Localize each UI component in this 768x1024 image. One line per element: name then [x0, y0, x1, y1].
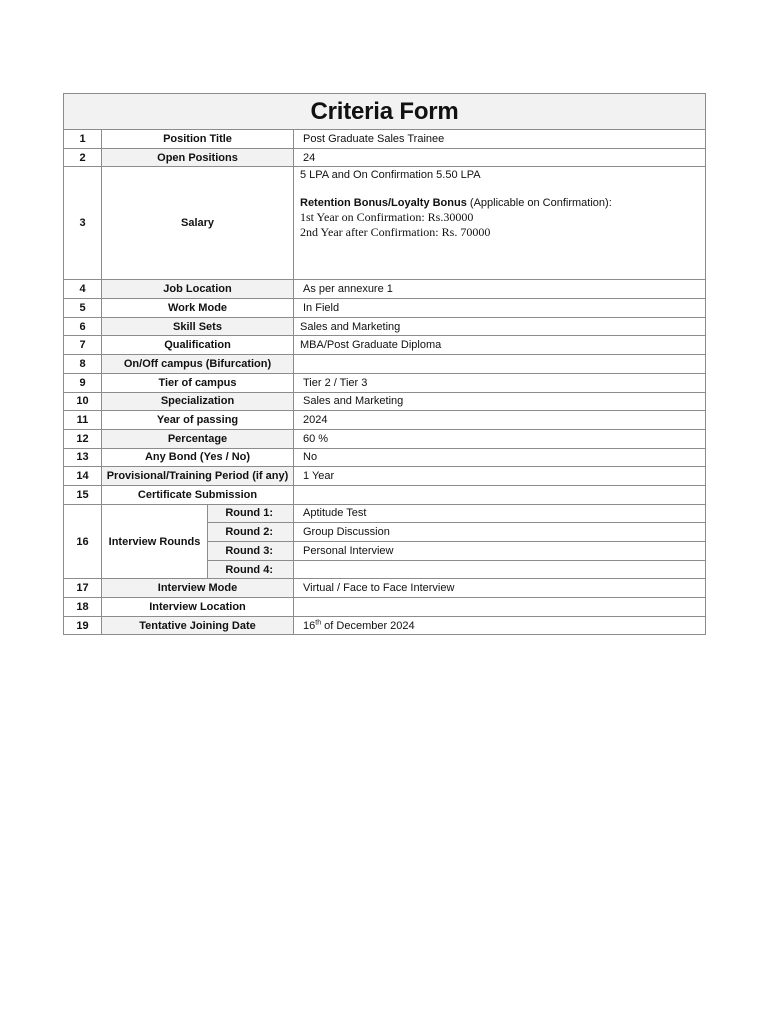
row-value: MBA/Post Graduate Diploma: [294, 336, 706, 355]
row-number: 3: [64, 167, 102, 280]
form-title: Criteria Form: [64, 94, 706, 130]
row-label: Tier of campus: [102, 373, 294, 392]
table-row: [64, 317, 706, 336]
row-value: 60 %: [294, 429, 706, 448]
row-label: On/Off campus (Bifurcation): [102, 355, 294, 374]
bonus-year-1: 1st Year on Confirmation: Rs.30000: [300, 210, 474, 225]
table-row: [64, 355, 706, 374]
row-value: 2024: [294, 411, 706, 430]
round-value: [294, 560, 706, 579]
table-row: [64, 448, 706, 467]
row-value: [294, 485, 706, 504]
salary-base: 5 LPA and On Confirmation 5.50 LPA: [300, 169, 481, 182]
table-row: [64, 299, 706, 318]
salary-details: [294, 167, 706, 280]
row-label: Certificate Submission: [102, 485, 294, 504]
row-number: 14: [64, 467, 102, 486]
row-number: 16: [64, 504, 102, 579]
row-number: 9: [64, 373, 102, 392]
row-number: 1: [64, 130, 102, 149]
row-number: 13: [64, 448, 102, 467]
table-row: [64, 429, 706, 448]
table-row: [64, 280, 706, 299]
row-label: Skill Sets: [102, 317, 294, 336]
row-value: As per annexure 1: [294, 280, 706, 299]
retention-bonus-label: Retention Bonus/Loyalty Bonus: [300, 197, 467, 210]
row-value: In Field: [294, 299, 706, 318]
row-value: [294, 355, 706, 374]
title-row: [64, 94, 706, 130]
row-number: 8: [64, 355, 102, 374]
row-value: Tier 2 / Tier 3: [294, 373, 706, 392]
row-number: 5: [64, 299, 102, 318]
table-row: [64, 373, 706, 392]
row-label: Open Positions: [102, 148, 294, 167]
table-row: [64, 598, 706, 617]
joining-day: 16: [303, 619, 316, 632]
table-row: [64, 579, 706, 598]
row-label: Specialization: [102, 392, 294, 411]
row-label: Job Location: [102, 280, 294, 299]
row-label: Any Bond (Yes / No): [102, 448, 294, 467]
table-row: [64, 148, 706, 167]
joining-month-year: of December 2024: [324, 619, 415, 632]
row-number: 6: [64, 317, 102, 336]
row-label: Percentage: [102, 429, 294, 448]
row-label: Interview Mode: [102, 579, 294, 598]
table-row: [64, 616, 706, 635]
row-label: Salary: [102, 167, 294, 280]
round-label: Round 3:: [208, 542, 294, 561]
row-number: 4: [64, 280, 102, 299]
table-row: [64, 392, 706, 411]
row-value: No: [294, 448, 706, 467]
round-label: Round 1:: [208, 504, 294, 523]
row-number: 10: [64, 392, 102, 411]
row-label: Provisional/Training Period (if any): [102, 467, 294, 486]
row-value: Sales and Marketing: [294, 392, 706, 411]
row-label: Interview Location: [102, 598, 294, 617]
table-row-interview-rounds: [64, 504, 706, 523]
row-number: 11: [64, 411, 102, 430]
row-number: 19: [64, 616, 102, 635]
row-number: 17: [64, 579, 102, 598]
round-value: Group Discussion: [294, 523, 706, 542]
joining-day-suffix: th: [315, 618, 322, 626]
row-value: Post Graduate Sales Trainee: [294, 130, 706, 149]
row-label: Year of passing: [102, 411, 294, 430]
row-value: Sales and Marketing: [294, 317, 706, 336]
row-value: 1 Year: [294, 467, 706, 486]
row-number: 12: [64, 429, 102, 448]
row-value: Virtual / Face to Face Interview: [294, 579, 706, 598]
retention-bonus-note: (Applicable on Confirmation):: [469, 197, 612, 210]
row-label: Tentative Joining Date: [102, 616, 294, 635]
table-row: [64, 411, 706, 430]
table-row: [64, 467, 706, 486]
round-label: Round 4:: [208, 560, 294, 579]
joining-date-value: [294, 616, 706, 635]
table-row: [64, 485, 706, 504]
round-value: Personal Interview: [294, 542, 706, 561]
retention-bonus: [300, 196, 699, 210]
table-row: [64, 336, 706, 355]
row-label: Qualification: [102, 336, 294, 355]
row-label: Work Mode: [102, 299, 294, 318]
row-label: Interview Rounds: [102, 504, 208, 579]
bonus-year-2: 2nd Year after Confirmation: Rs. 70000: [300, 225, 491, 240]
table-row: [64, 130, 706, 149]
row-value: [294, 598, 706, 617]
row-value: 24: [294, 148, 706, 167]
table-row-salary: [64, 167, 706, 280]
row-label: Position Title: [102, 130, 294, 149]
row-number: 7: [64, 336, 102, 355]
round-value: Aptitude Test: [294, 504, 706, 523]
row-number: 15: [64, 485, 102, 504]
round-label: Round 2:: [208, 523, 294, 542]
criteria-form-table: [63, 93, 706, 635]
row-number: 2: [64, 148, 102, 167]
row-number: 18: [64, 598, 102, 617]
